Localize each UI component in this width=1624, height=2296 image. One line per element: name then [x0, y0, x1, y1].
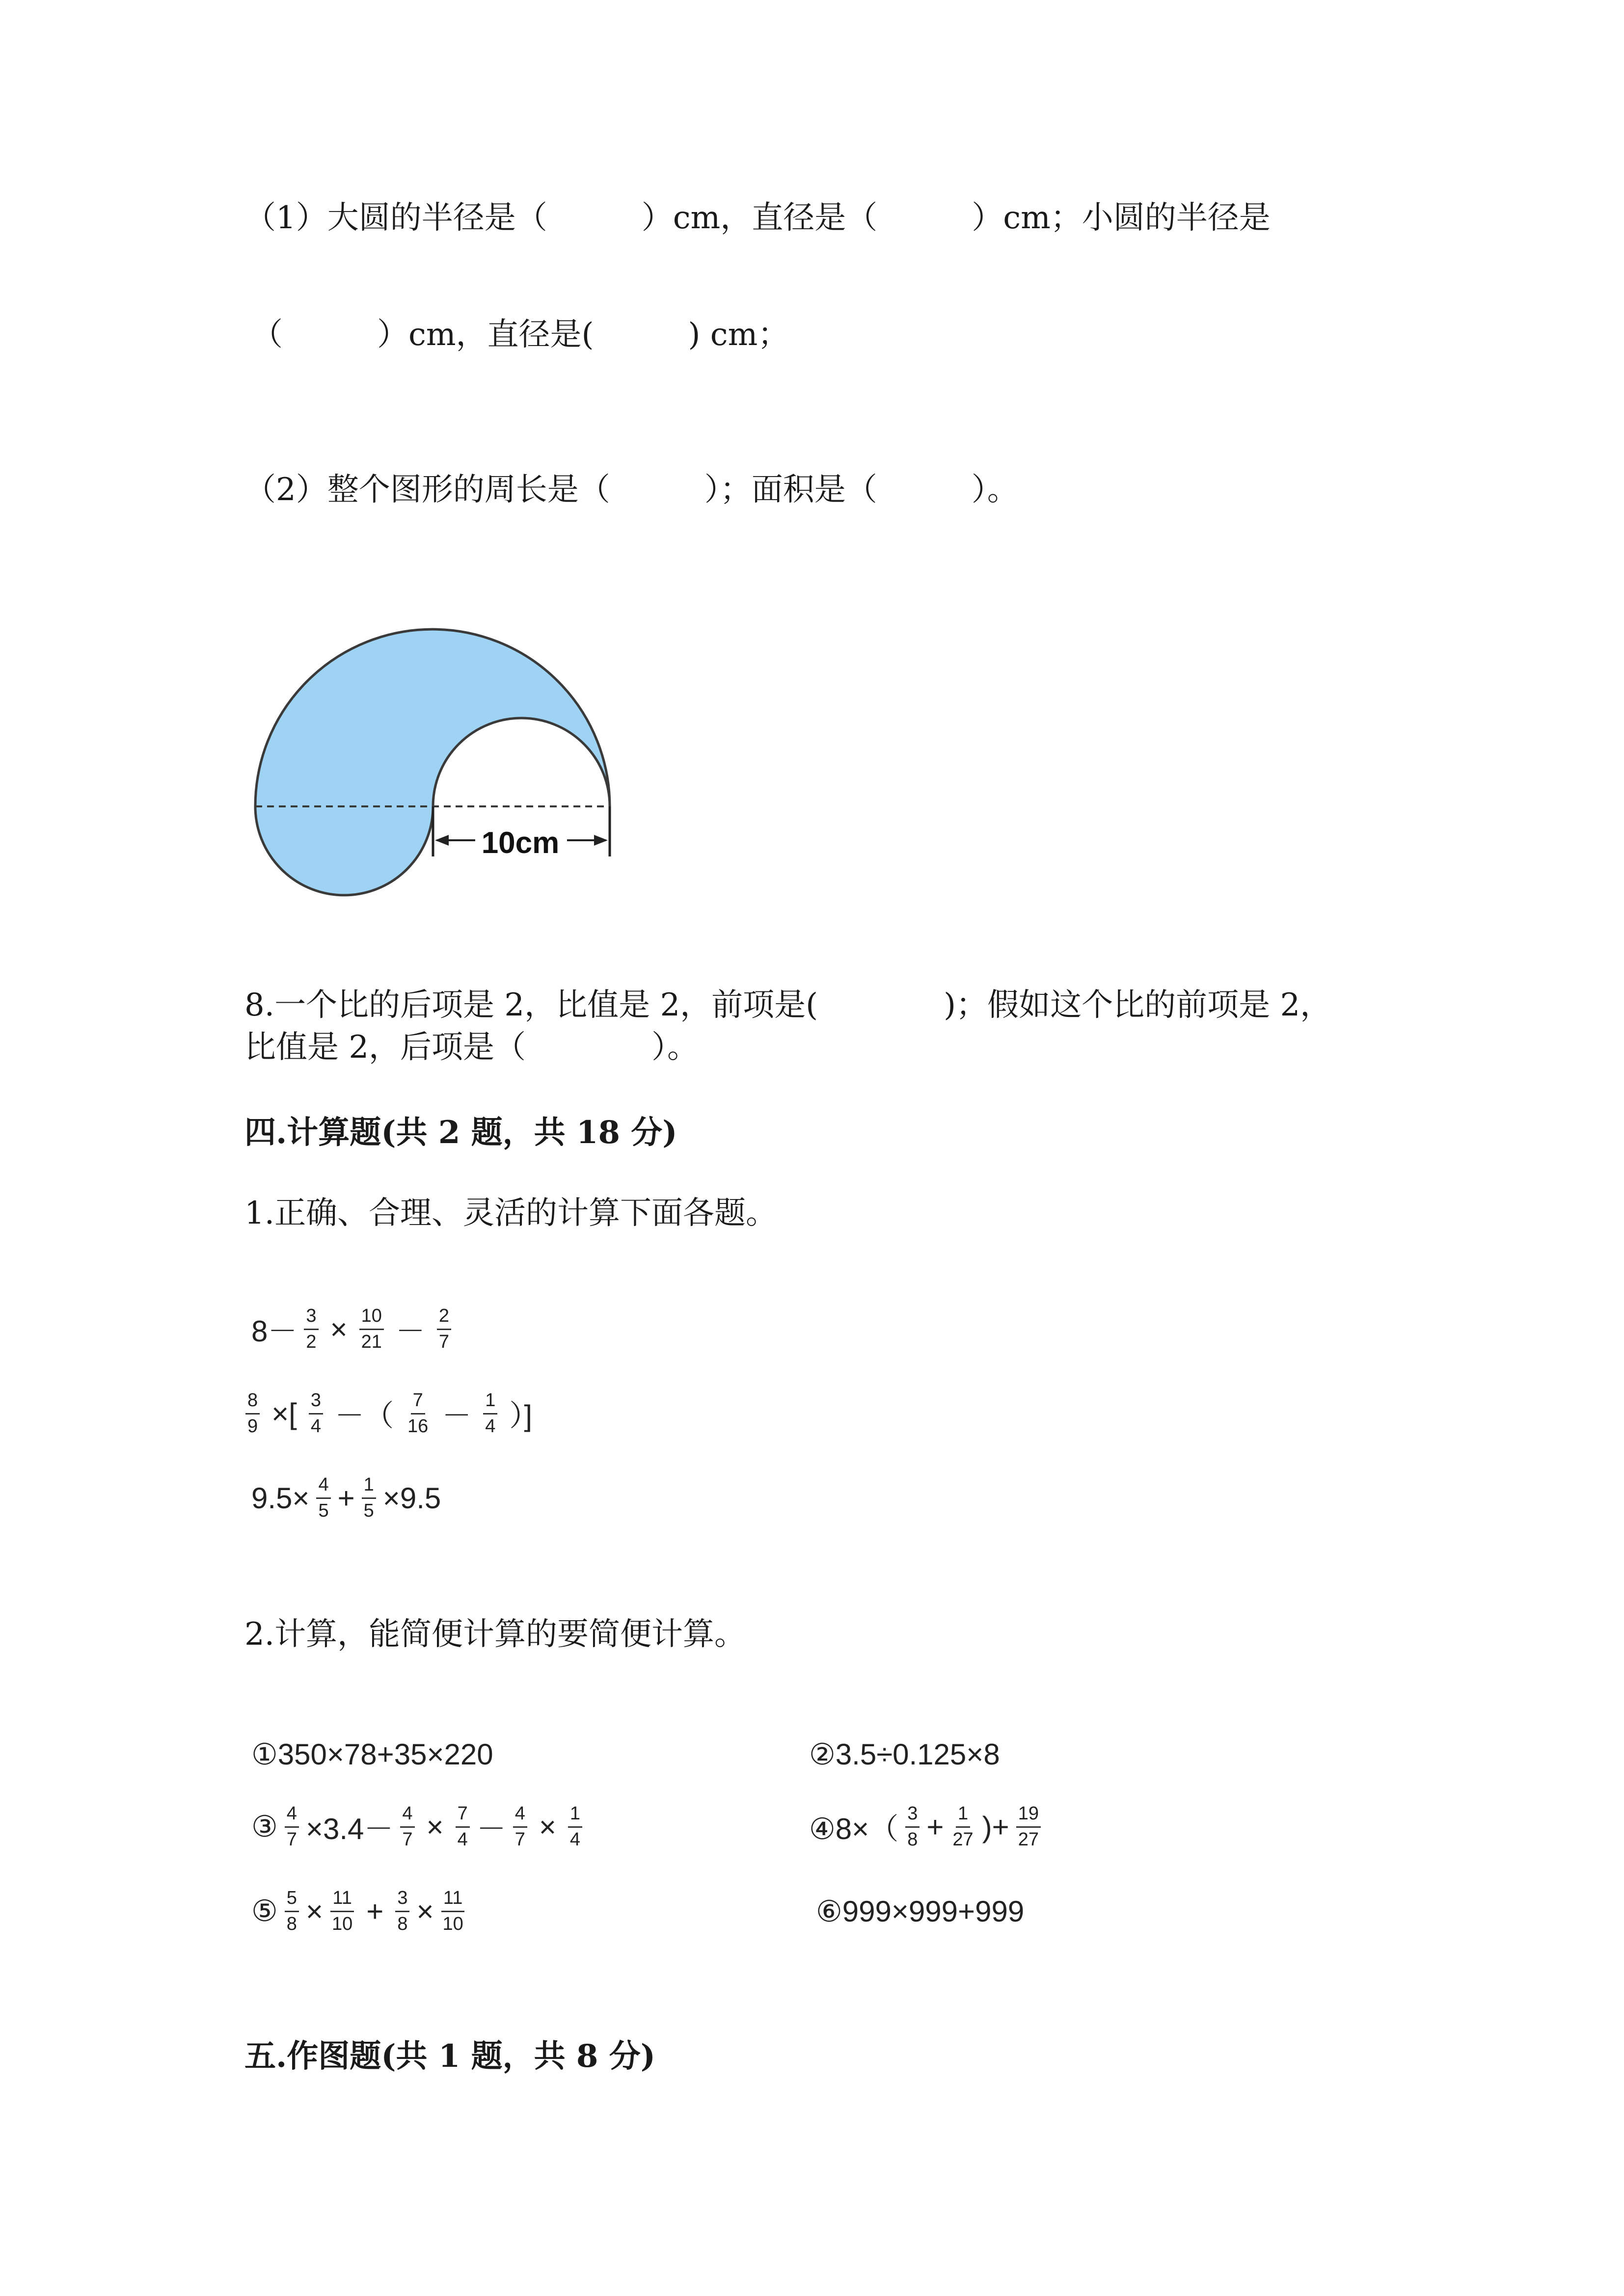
expr-term: ×9.5 — [382, 1481, 441, 1515]
fraction: $\frac{3}{8}$ — [905, 1803, 920, 1850]
section5-title: 五.作图题(共 1 题，共 8 分) — [244, 2038, 656, 2075]
calc-expression-1 — [251, 1306, 458, 1353]
operator: + — [337, 1481, 355, 1515]
fraction: $\frac{2}{7}$ — [437, 1306, 451, 1353]
operator: × — [330, 1312, 348, 1346]
operator: － — [395, 1315, 425, 1348]
fraction: $\frac{1}{4}$ — [483, 1390, 497, 1437]
q8-line1: 8.一个比的后项是 2，比值是 2，前项是( )；假如这个比的前项是 2， — [244, 987, 1332, 1023]
q7-part1-line2: （ ）cm，直径是( ) cm； — [251, 317, 789, 353]
fraction: $\frac{1}{5}$ — [362, 1474, 376, 1522]
fraction: $\frac{4}{7}$ — [513, 1803, 527, 1850]
fraction: $\frac{8}{9}$ — [245, 1390, 260, 1437]
operator: －（ — [335, 1399, 394, 1433]
q8-line2: 比值是 2，后项是（ ）。 — [244, 1029, 699, 1066]
fraction: $\frac{7}{4}$ — [456, 1803, 470, 1850]
q7-part2: （2）整个图形的周长是（ ）；面积是（ ）。 — [244, 472, 1019, 508]
calc-problem-1: ①350×78+35×220 — [251, 1738, 493, 1771]
fraction: $\frac{11}{10}$ — [441, 1888, 465, 1935]
fraction: $\frac{3}{4}$ — [309, 1390, 323, 1437]
fraction: $\frac{3}{8}$ — [395, 1888, 409, 1935]
fraction: $\frac{19}{27}$ — [1016, 1803, 1041, 1850]
fraction: $\frac{11}{10}$ — [330, 1888, 354, 1935]
fraction: $\frac{10}{21}$ — [359, 1306, 384, 1353]
fraction: $\frac{4}{5}$ — [316, 1474, 330, 1522]
q7-part1-line1: （1）大圆的半径是（ ）cm，直径是（ ）cm；小圆的半径是 — [244, 200, 1271, 236]
operator: × — [305, 1895, 323, 1928]
operator: ×[ — [271, 1397, 297, 1430]
calc-expression-2 — [245, 1390, 537, 1437]
operator: )+ — [982, 1810, 1009, 1843]
operator: × — [416, 1895, 434, 1928]
fraction: $\frac{1}{27}$ — [952, 1803, 974, 1850]
fraction: $\frac{3}{2}$ — [304, 1306, 318, 1353]
operator: ）] — [509, 1399, 533, 1433]
section4-q2-text: 2.计算，能简便计算的要简便计算。 — [244, 1616, 746, 1653]
fraction: $\frac{4}{7}$ — [400, 1803, 414, 1850]
fraction: $\frac{7}{16}$ — [407, 1390, 429, 1437]
section4-q1-text: 1.正确、合理、灵活的计算下面各题。 — [244, 1195, 778, 1231]
calc-problem-6: ⑥999×999+999 — [816, 1895, 1025, 1928]
expr-term: 9.5× — [251, 1481, 310, 1515]
calc-problem-5 — [251, 1888, 472, 1935]
calc-problem-3 — [251, 1803, 589, 1850]
operator: × — [426, 1810, 444, 1843]
arrowhead-left-icon — [435, 835, 449, 846]
problem-number: ④8×（ — [809, 1813, 899, 1846]
arrowhead-right-icon — [594, 835, 608, 846]
fraction: $\frac{5}{8}$ — [285, 1888, 299, 1935]
problem-number: ⑤ — [251, 1895, 278, 1928]
section4-title: 四.计算题(共 2 题，共 18 分) — [244, 1114, 677, 1151]
operator: － — [442, 1399, 472, 1433]
dimension-label: 10cm — [481, 826, 560, 860]
operator: － — [476, 1813, 506, 1846]
calc-problem-4 — [809, 1803, 1048, 1850]
operator: + — [926, 1810, 944, 1843]
problem-number: ③ — [251, 1810, 278, 1843]
operator: + — [366, 1895, 384, 1928]
fraction: $\frac{1}{4}$ — [568, 1803, 582, 1850]
calc-problem-2: ②3.5÷0.125×8 — [809, 1738, 1000, 1771]
semicircle-figure — [245, 616, 619, 906]
calc-expression-3 — [251, 1474, 441, 1522]
operator: × — [539, 1810, 556, 1843]
fraction: $\frac{4}{7}$ — [285, 1803, 299, 1850]
expr-term: ×3.4－ — [305, 1813, 394, 1846]
expr-term: 8－ — [251, 1315, 298, 1348]
